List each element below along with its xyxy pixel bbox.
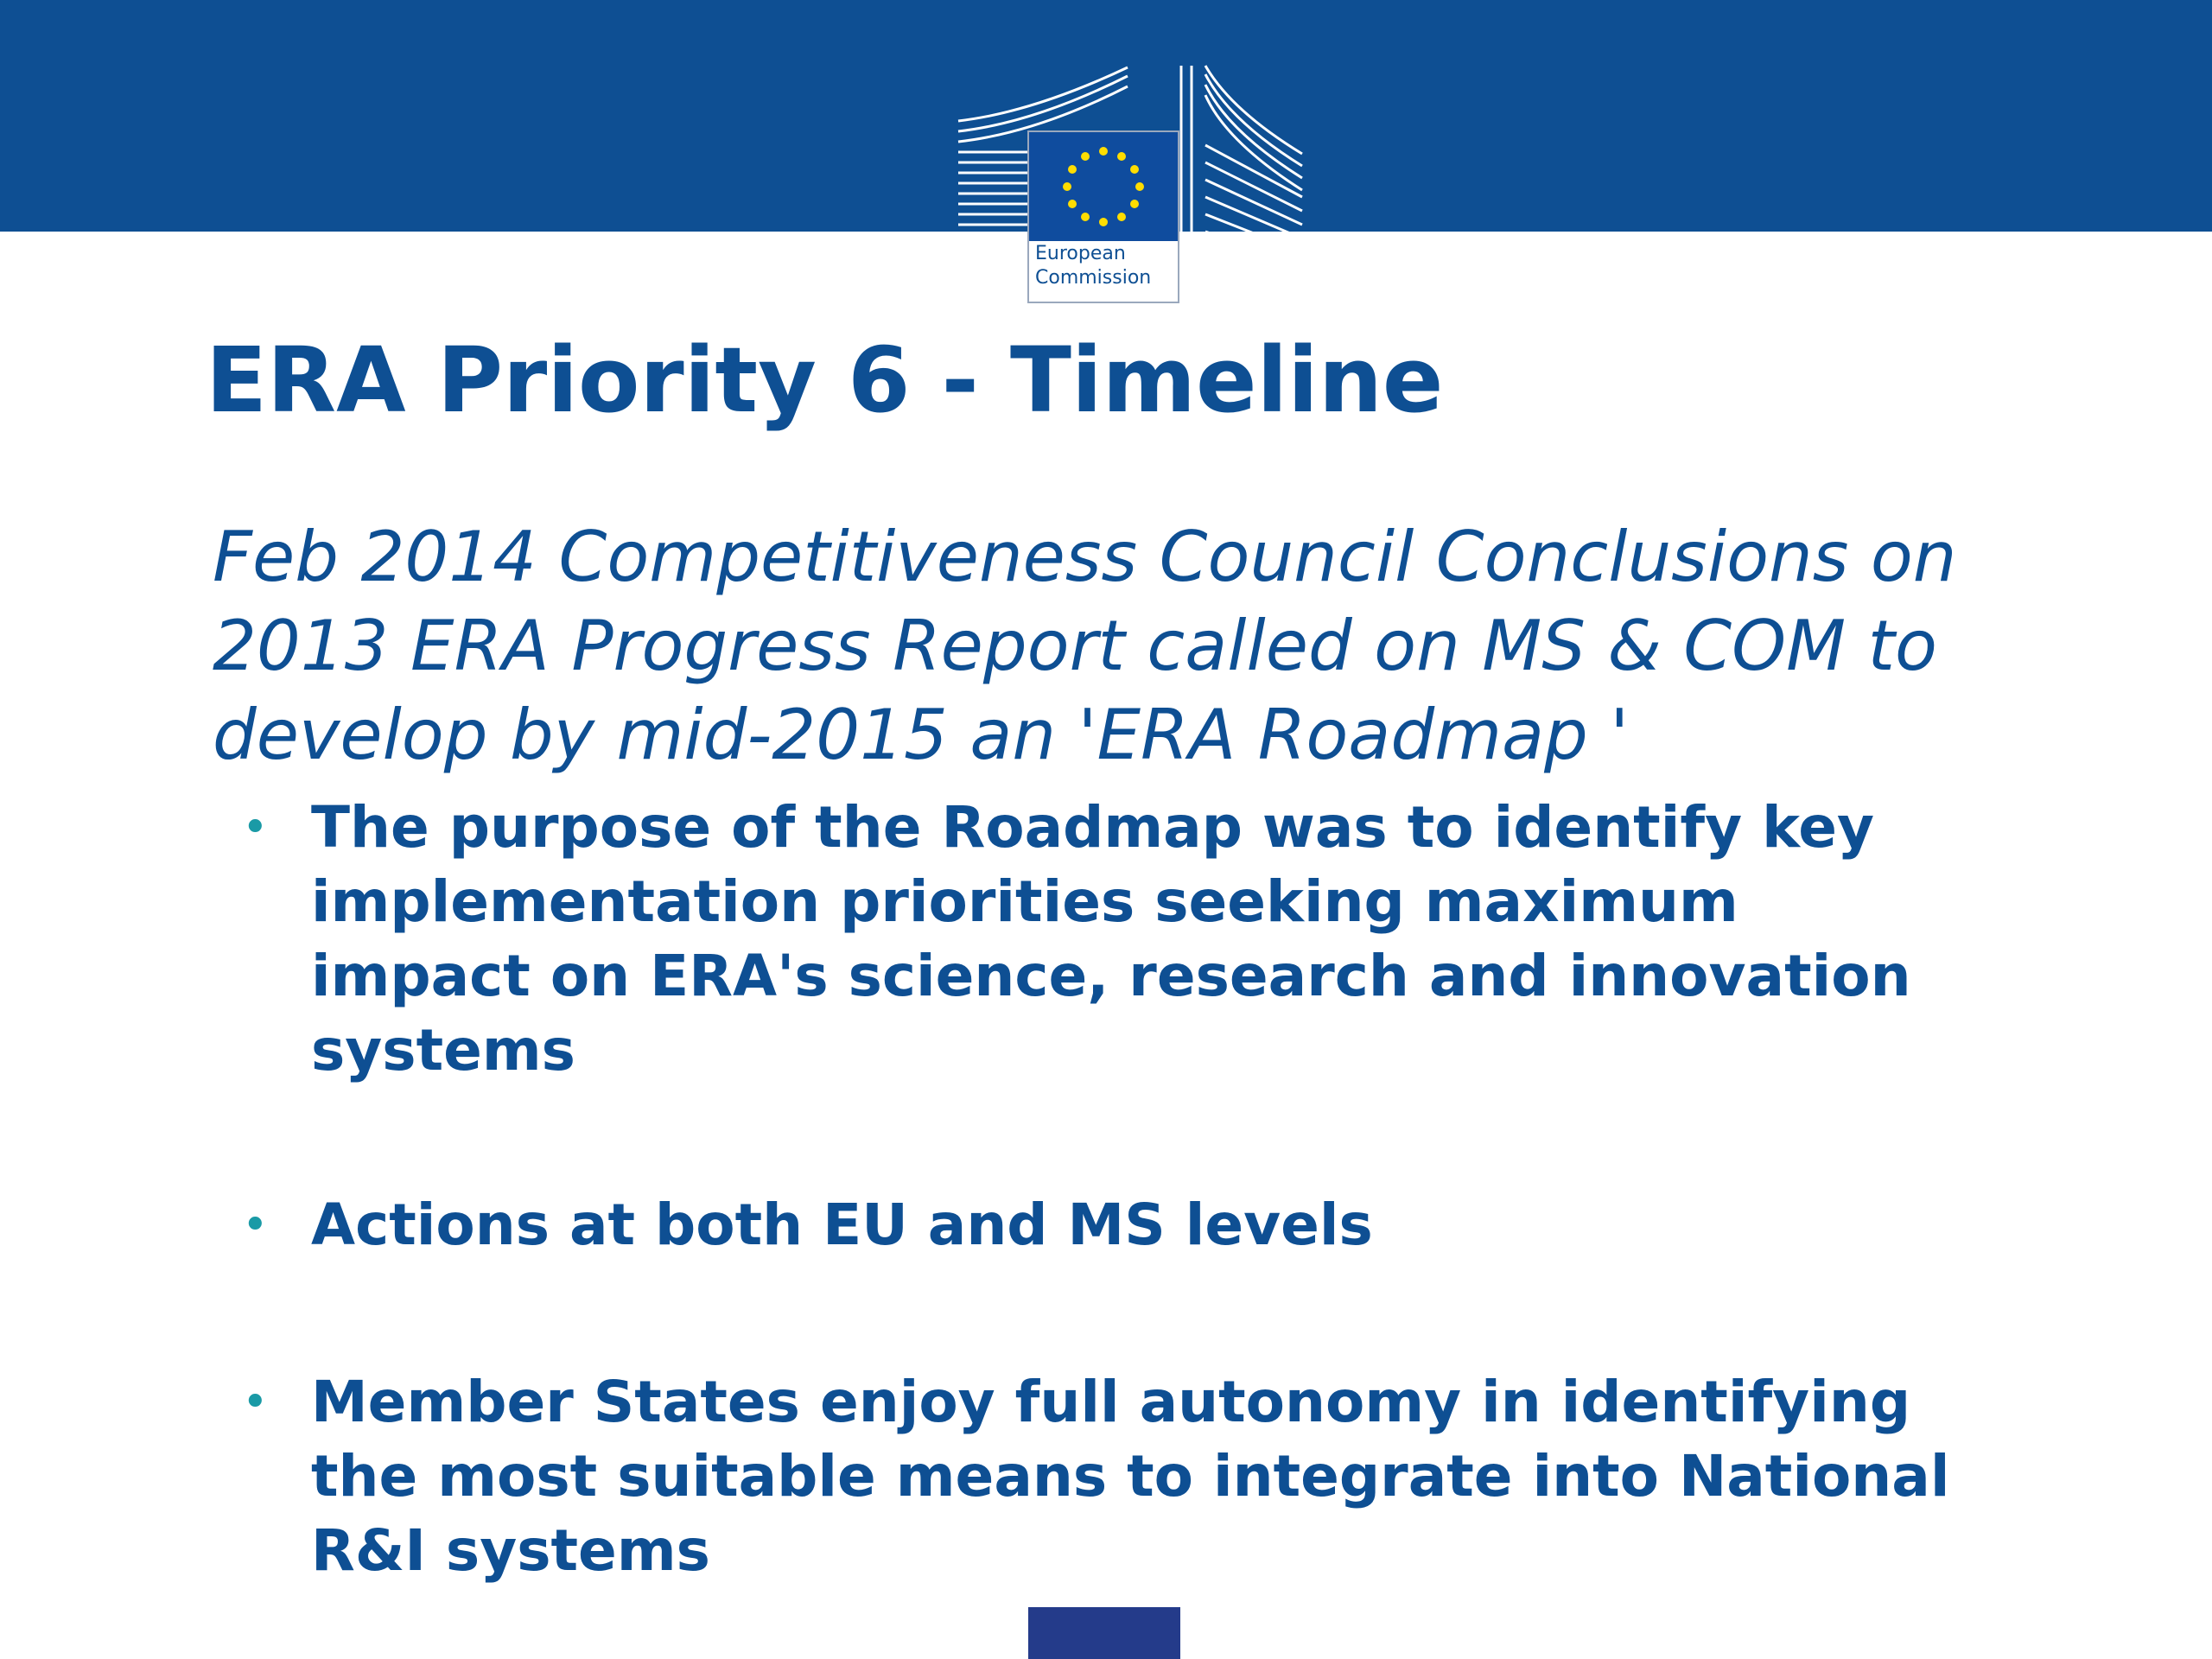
bullet-marker: • bbox=[242, 1199, 269, 1251]
intro-line: Feb 2014 Competitiveness Council Conclusions on bbox=[213, 517, 1957, 597]
bullet-line: Member States enjoy full autonomy in identifying bbox=[311, 1369, 1911, 1435]
bullet-line: R&I systems bbox=[311, 1517, 710, 1584]
bullet-line: The purpose of the Roadmap was to identify key bbox=[311, 794, 1874, 861]
bullet-marker: • bbox=[242, 1376, 269, 1428]
footer-tab bbox=[1028, 1607, 1180, 1659]
bullet-line: implementation priorities seeking maximum bbox=[311, 868, 1738, 935]
logo-label-line1: European bbox=[1035, 243, 1126, 264]
intro-line: develop by mid-2015 an 'ERA Roadmap ' bbox=[213, 695, 1630, 775]
bullet-item bbox=[242, 791, 2169, 1088]
bullet-marker: • bbox=[242, 802, 269, 854]
bullet-line: systems bbox=[311, 1017, 575, 1084]
bullet-line: Actions at both EU and MS levels bbox=[311, 1192, 1373, 1258]
slide-title: ERA Priority 6 - Timeline bbox=[206, 327, 1444, 433]
bullet-line: the most suitable means to integrate into National bbox=[311, 1443, 1950, 1510]
bullet-item bbox=[242, 1365, 2169, 1588]
bullet-text bbox=[311, 1365, 2169, 1588]
bullet-text bbox=[311, 1188, 2169, 1262]
logo-label-line2: Commission bbox=[1035, 267, 1152, 289]
bullet-line: impact on ERA's science, research and innovation bbox=[311, 943, 1911, 1009]
intro-line: 2013 ERA Progress Report called on MS & COM to bbox=[213, 606, 1937, 686]
bullet-text bbox=[311, 791, 2169, 1088]
bullet-item bbox=[242, 1188, 2169, 1262]
